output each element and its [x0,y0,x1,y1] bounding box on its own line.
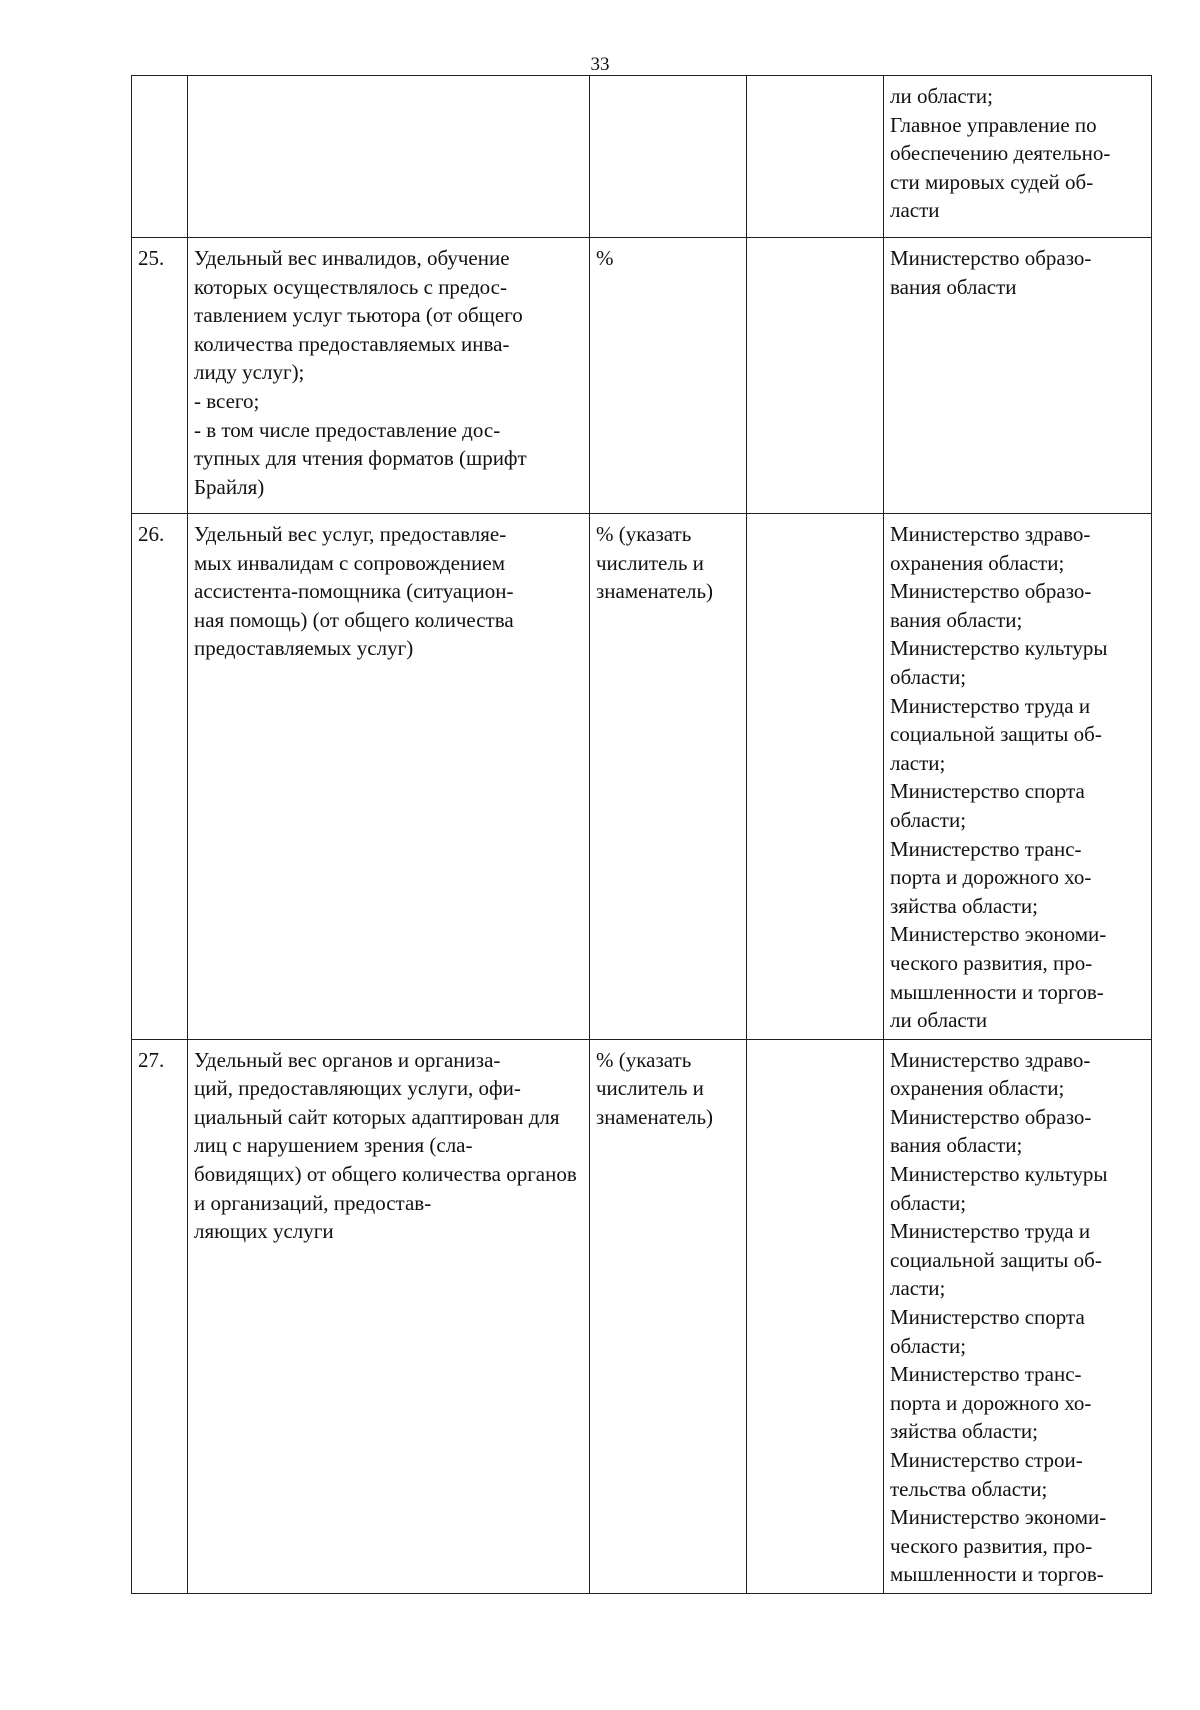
value-cell [747,238,884,514]
table-row [132,76,1152,238]
table-row [132,238,1152,514]
page-number: 33 [590,54,610,75]
row-number-cell: 27. [132,1039,188,1593]
unit-cell: % [590,238,747,514]
table-row [132,1039,1152,1593]
unit-cell: % (указать числитель и знаменатель) [590,1039,747,1593]
row-number-cell: 25. [132,238,188,514]
indicator-name-cell: Удельный вес органов и организа- ций, предоставляющих услуги, офи- циальный сайт которых адаптирован для лиц с нарушением зрения (сла- бовидящих) от общего количества органов и организаций, предостав- ляющих услуги [188,1039,590,1593]
indicators-table [131,75,1152,1594]
value-cell [747,514,884,1040]
unit-cell [590,76,747,238]
responsible-cell: Министерство здраво- охранения области; Министерство образо- вания области; Министерство культуры области; Министерство труда и социальной защиты об- ласти; Министерство спорта области; Министерство транс- порта и дорожного хо- зяйства области; Министерство экономи- ческого развития, про- мышленности и торгов- ли области [884,514,1152,1040]
responsible-cell: Министерство образо- вания области [884,238,1152,514]
indicator-name-cell: Удельный вес услуг, предоставляе- мых инвалидам с сопровождением ассистента-помощника (ситуацион- ная помощь) (от общего количества предоставляемых услуг) [188,514,590,1040]
indicator-name-cell [188,76,590,238]
value-cell [747,1039,884,1593]
unit-cell: % (указать числитель и знаменатель) [590,514,747,1040]
indicator-name-cell: Удельный вес инвалидов, обучение которых осуществлялось с предос- тавлением услуг тьютора (от общего количества предоставляемых инва- лиду услуг); - всего; - в том числе предоставление дос- тупных для чтения форматов (шрифт Брайля) [188,238,590,514]
value-cell [747,76,884,238]
row-number-cell: 26. [132,514,188,1040]
table-row [132,514,1152,1040]
responsible-cell: Министерство здраво- охранения области; Министерство образо- вания области; Министерство культуры области; Министерство труда и социальной защиты об- ласти; Министерство спорта области; Министерство транс- порта и дорожного хо- зяйства области; Министерство строи- тельства области; Министерство экономи- ческого развития, про- мышленности и торгов- [884,1039,1152,1593]
row-number-cell [132,76,188,238]
responsible-cell: ли области; Главное управление по обеспечению деятельно- сти мировых судей об- ласти [884,76,1152,238]
